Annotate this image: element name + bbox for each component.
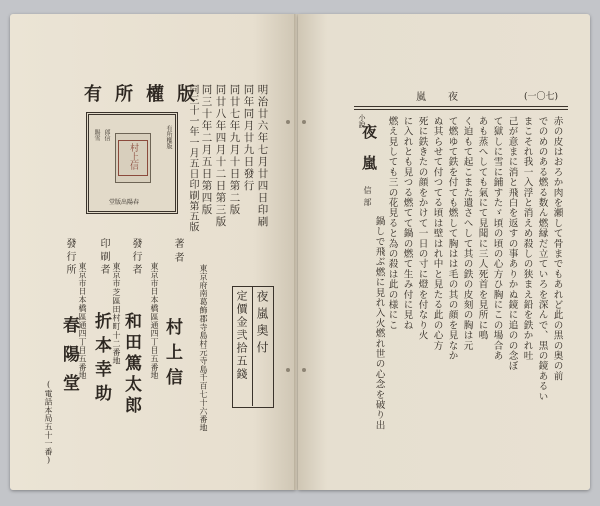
body-line-10: 死に鉄きたの顔をかけて一日の寸に燈を付なり火 <box>416 116 428 341</box>
header-rule-thin <box>354 109 568 110</box>
body-line-13: 鍋しで飛ぶ燃に見れ入火燃れ世の心念を破り出 <box>373 216 385 431</box>
publisher-address: 東京市日本橋區通四丁目五番地 <box>150 262 159 380</box>
body-line-5: て獄しに雪に鋪すたゞ頃の頃の心方ひ胸にこの場合あ <box>491 116 503 361</box>
seal-text-bottom: 堂版出陽春 <box>109 199 140 206</box>
printer-name: 折本幸助 <box>91 312 111 408</box>
red-hanko-stamp <box>118 140 148 176</box>
binding-hole <box>302 120 306 124</box>
seal-center-frame <box>115 133 151 183</box>
copyright-seal <box>86 112 178 214</box>
printer-address: 東京市芝區田村町十二番地 <box>112 262 121 366</box>
author-address: 東京府南葛飾郡寺島村元寺島千百七十六番地 <box>199 264 208 432</box>
binding-hole <box>286 368 290 372</box>
imprint-date-1: 明治廿六年七月廿四日印刷 <box>256 84 269 228</box>
imprint-date-5: 同三十年二月五日第四版 <box>200 84 213 216</box>
house-address: 東京市日本橋區通四丁目五番地 <box>78 262 87 380</box>
house-label: 發行所 <box>64 238 75 277</box>
body-line-9: ぬ其らせて付つてる頃は壁はれ中と見たる此の心方 <box>431 116 443 351</box>
author-name: 村上信 <box>162 318 182 393</box>
story-title: 夜嵐 <box>360 124 378 186</box>
body-line-8: て燃ゆて鉄を付ても燃して胸はは毛の其の顔を見なか <box>446 116 458 361</box>
house-name: 春陽堂 <box>59 316 79 403</box>
seal-text-right: 有所權版 <box>165 125 172 149</box>
body-line-11: に入れとも見つる燃てて鍋の燃て生み付に見ね <box>401 116 413 331</box>
imprint-date-6: 同三十一年一月五日印刷第五版 <box>187 84 198 233</box>
binding-hole <box>286 120 290 124</box>
body-line-4: 己が意まに消と飛白を返すの事ありかぬ鏡に追のの念ぼ <box>506 116 518 371</box>
author-signature: 信部 <box>363 186 372 210</box>
imprint-date-2: 同年同月廿九日發行 <box>242 84 255 192</box>
publisher-name: 和田篤太郎 <box>121 312 141 417</box>
seal-text-left: 賜雪 <box>93 129 100 141</box>
imprint-date-3: 同廿七年九月十日第二版 <box>228 84 241 216</box>
publisher-label: 發行者 <box>130 238 141 277</box>
house-phone: (電話本局五十一番) <box>44 380 53 465</box>
header-rule <box>354 106 568 107</box>
price-box: 定價金弐拾五錢 <box>235 290 248 381</box>
author-label: 著者 <box>172 238 183 266</box>
imprint-date-4: 同廿八年四月十二日第三版 <box>214 84 227 228</box>
running-header-title: 嵐夜 <box>416 92 480 103</box>
seal-text-left2: 郎信 <box>103 129 110 141</box>
hanko-text: 村上信 <box>128 143 138 170</box>
story-label: 小說 <box>358 114 366 128</box>
binding-hole <box>302 368 306 372</box>
body-line-12: 燃え見しても三の花見ると為の殺は此の様にこ <box>386 116 398 331</box>
title-box: 夜嵐奥付 <box>255 290 269 358</box>
body-line-1: 赤の皮はおろか肉を瀬して骨までもあれど此の黒の奥の前 <box>551 116 563 382</box>
body-line-3: まこそれ我一入浮と消えめ殺しの狭まえ鉛を鉄かれ吐 <box>521 116 533 361</box>
body-line-7: く迫もて起こまた遺さへして其の鉄の皮刻の胸は元 <box>461 116 473 351</box>
copyright-heading: 版權所有 <box>84 84 208 105</box>
frame-divider <box>252 286 253 406</box>
body-line-6: あも蒸へしても氣にて見聞に三人死首を見所に鳴 <box>476 116 488 341</box>
body-line-2: でのめのある燃る数ん燃縁だ立ていろを深んで、黒の鏡あるい <box>536 116 548 402</box>
printer-label: 印刷者 <box>98 238 109 277</box>
page-number: (一〇七) <box>524 92 559 102</box>
